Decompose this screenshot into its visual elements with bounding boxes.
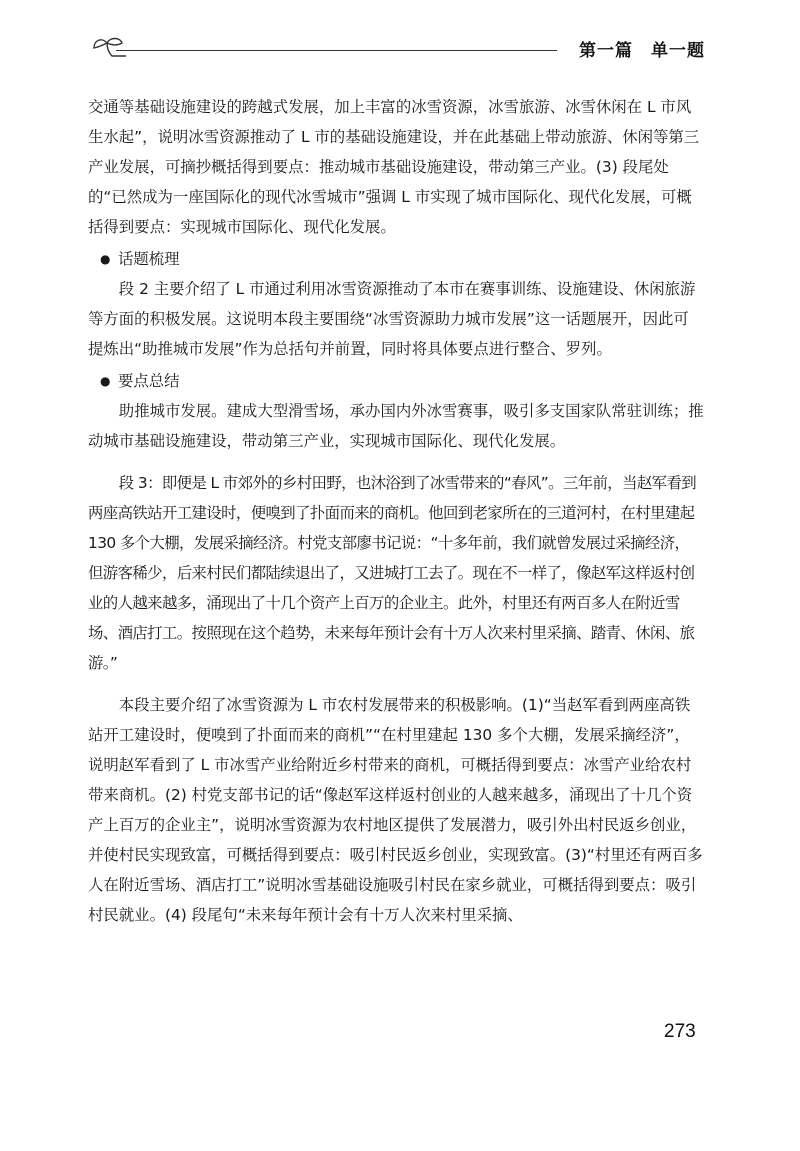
heading-summary-label: 要点总结 [118, 372, 180, 390]
section-heading-summary [100, 366, 704, 396]
heading-topic-label: 话题梳理 [118, 250, 180, 268]
page-number: 273 [664, 1021, 696, 1042]
paragraph-source-text-3: 段 3：即便是 L 市郊外的乡村田野，也沐浴到了冰雪带来的“春风”。三年前，当赵军看到两座高铁站开工建设时，便嗅到了扑面而来的商机。他回到老家所在的三道河村，在村里建起 130 多个大棚，发展采摘经济。村党支部廖书记说：“十多年前，我们就曾发展过采摘经济，但游客稀少，后来村民们都陆续退出了，又进城打工去了。现在不一样了，像赵军这样返村创业的人越来越多，涌现出了十几个资产上百万的企业主。此外，村里还有两百多人在附近雪场、酒店打工。按照现在这个趋势，未来每年预计会有十万人次来村里采摘、踏青、休闲、旅游。” [88, 474, 697, 672]
paragraph-analysis-3: 本段主要介绍了冰雪资源为 L 市农村发展带来的积极影响。(1)“当赵军看到两座高铁站开工建设时，便嗅到了扑面而来的商机”“在村里建起 130 多个大棚，发展采摘经济”，说明赵军看到了 L 市冰雪产业给附近乡村带来的商机，可概括得到要点：冰雪产业给农村带来商机。(2) 村党支部书记的话“像赵军这样返村创业的人越来越多，涌现出了十几个资产上百万的企业主”，说明冰雪资源为农村地区提供了发展潜力，吸引外出村民返乡创业，并使村民实现致富，可概括得到要点：吸引村民返乡创业，实现致富。(3)“村里还有两百多人在附近雪场、酒店打工”说明冰雪基础设施吸引村民在家乡就业，可概括得到要点：吸引村民就业。(4) 段尾句“未来每年预计会有十万人次来村里采摘、 [88, 696, 703, 924]
header-rule [116, 50, 557, 51]
bullet-dot-icon: ● [100, 252, 111, 266]
leaf-sprout-icon [90, 34, 126, 60]
paragraph-key-points: 助推城市发展。建成大型滑雪场，承办国内外冰雪赛事，吸引多支国家队常驻训练；推动城市基础设施建设，带动第三产业，实现城市国际化、现代化发展。 [88, 402, 704, 450]
section-heading-topic [100, 244, 704, 274]
bullet-dot-icon: ● [100, 374, 111, 388]
page-header [90, 34, 705, 60]
paragraph-continued-analysis: 交通等基础设施建设的跨越式发展，加上丰富的冰雪资源，冰雪旅游、冰雪休闲在 L 市风生水起”，说明冰雪资源推动了 L 市的基础设施建设，并在此基础上带动旅游、休闲等第三产业发展，可摘抄概括得到要点：推动城市基础设施建设，带动第三产业。(3) 段尾处的“已然成为一座国际化的现代冰雪城市”强调 L 市实现了城市国际化、现代化发展，可概括得到要点：实现城市国际化、现代化发展。 [88, 98, 700, 236]
page-body [88, 92, 704, 930]
section-title: 第一篇 单一题 [579, 41, 705, 61]
paragraph-topic-analysis: 段 2 主要介绍了 L 市通过利用冰雪资源推动了本市在赛事训练、设施建设、休闲旅游等方面的积极发展。这说明本段主要围绕“冰雪资源助力城市发展”这一话题展开，因此可提炼出“助推城市发展”作为总括句并前置，同时将具体要点进行整合、罗列。 [88, 280, 696, 358]
